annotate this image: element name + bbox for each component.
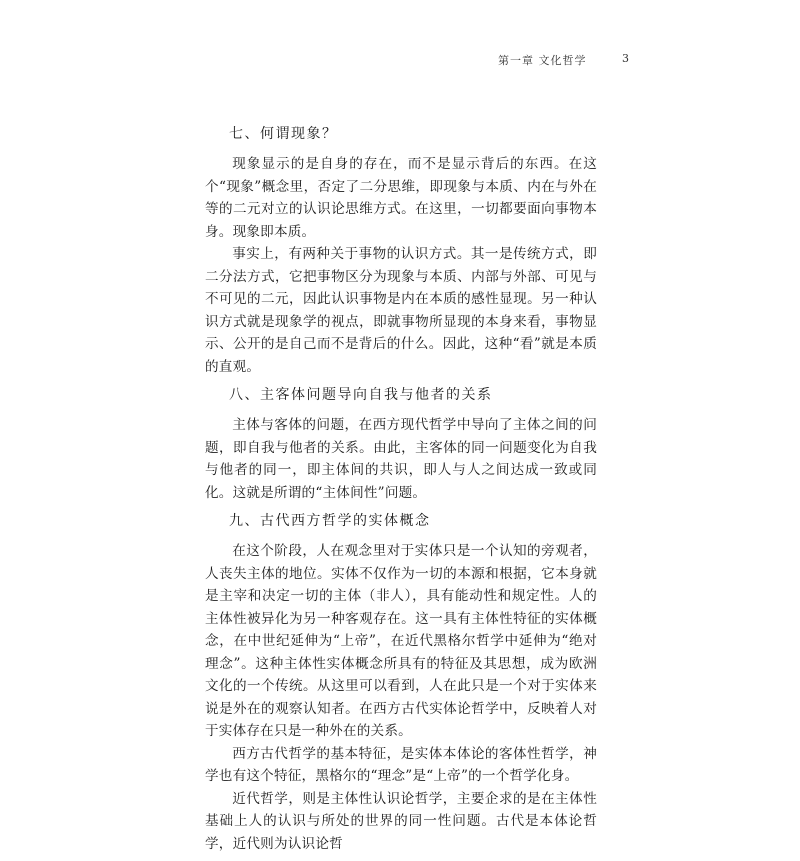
paragraph: 近代哲学，则是主体性认识论哲学，主要企求的是在主体性基础上人的认识与所处的世界的同一性问题。古代是本体论哲学，近代则为认识论哲 xyxy=(205,790,597,852)
paragraph: 现象显示的是自身的存在，而不是显示背后的东西。在这个“现象”概念里，否定了二分思维，即现象与本质、内在与外在等的二元对立的认识论思维方式。在这里，一切都要面向事物本身。现象即本质。 xyxy=(205,156,597,240)
section-8 xyxy=(205,384,597,504)
running-header xyxy=(400,52,630,68)
section-7 xyxy=(205,123,597,378)
body-text xyxy=(205,123,597,861)
section-9 xyxy=(205,510,597,855)
page-number: 3 xyxy=(622,52,630,65)
paragraph: 西方古代哲学的基本特征，是实体本体论的客体性哲学，神学也有这个特征，黑格尔的“理念”是“上帝”的一个哲学化身。 xyxy=(205,745,597,784)
section-heading: 七、何谓现象？ xyxy=(229,126,338,142)
paragraph: 在这个阶段，人在观念里对于实体只是一个认知的旁观者，人丧失主体的地位。实体不仅作为一切的本源和根据，它本身就是主宰和决定一切的主体（非人），具有能动性和规定性。人的主体性被异化为另一种客观存在。这一具有主体性特征的实体概念，在中世纪延伸为“上帝”，在近代黑格尔哲学中延伸为“绝对理念”。这种主体性实体概念所具有的特征及其思想，成为欧洲文化的一个传统。从这里可以看到，人在此只是一个对于实体来说是外在的观察认知者。在西方古代实体论哲学中，反映着人对于实体存在只是一种外在的关系。 xyxy=(205,543,597,739)
section-heading: 八、主客体问题导向自我与他者的关系 xyxy=(229,387,493,403)
section-heading: 九、古代西方哲学的实体概念 xyxy=(229,513,431,529)
paragraph: 主体与客体的问题，在西方现代哲学中导向了主体之间的问题，即自我与他者的关系。由此，主客体的同一问题变化为自我与他者的同一，即主体间的共识，即人与人之间达成一致或同化。这就是所谓的“主体间性”问题。 xyxy=(205,417,597,501)
paragraph: 事实上，有两种关于事物的认识方式。其一是传统方式，即二分法方式，它把事物区分为现象与本质、内部与外部、可见与不可见的二元，因此认识事物是内在本质的感性显现。另一种认识方式就是现象学的视点，即就事物所显现的本身来看，事物显示、公开的是自己而不是背后的什么。因此，这种“看”就是本质的直观。 xyxy=(205,246,597,375)
chapter-title: 第一章 文化哲学 xyxy=(498,54,587,67)
